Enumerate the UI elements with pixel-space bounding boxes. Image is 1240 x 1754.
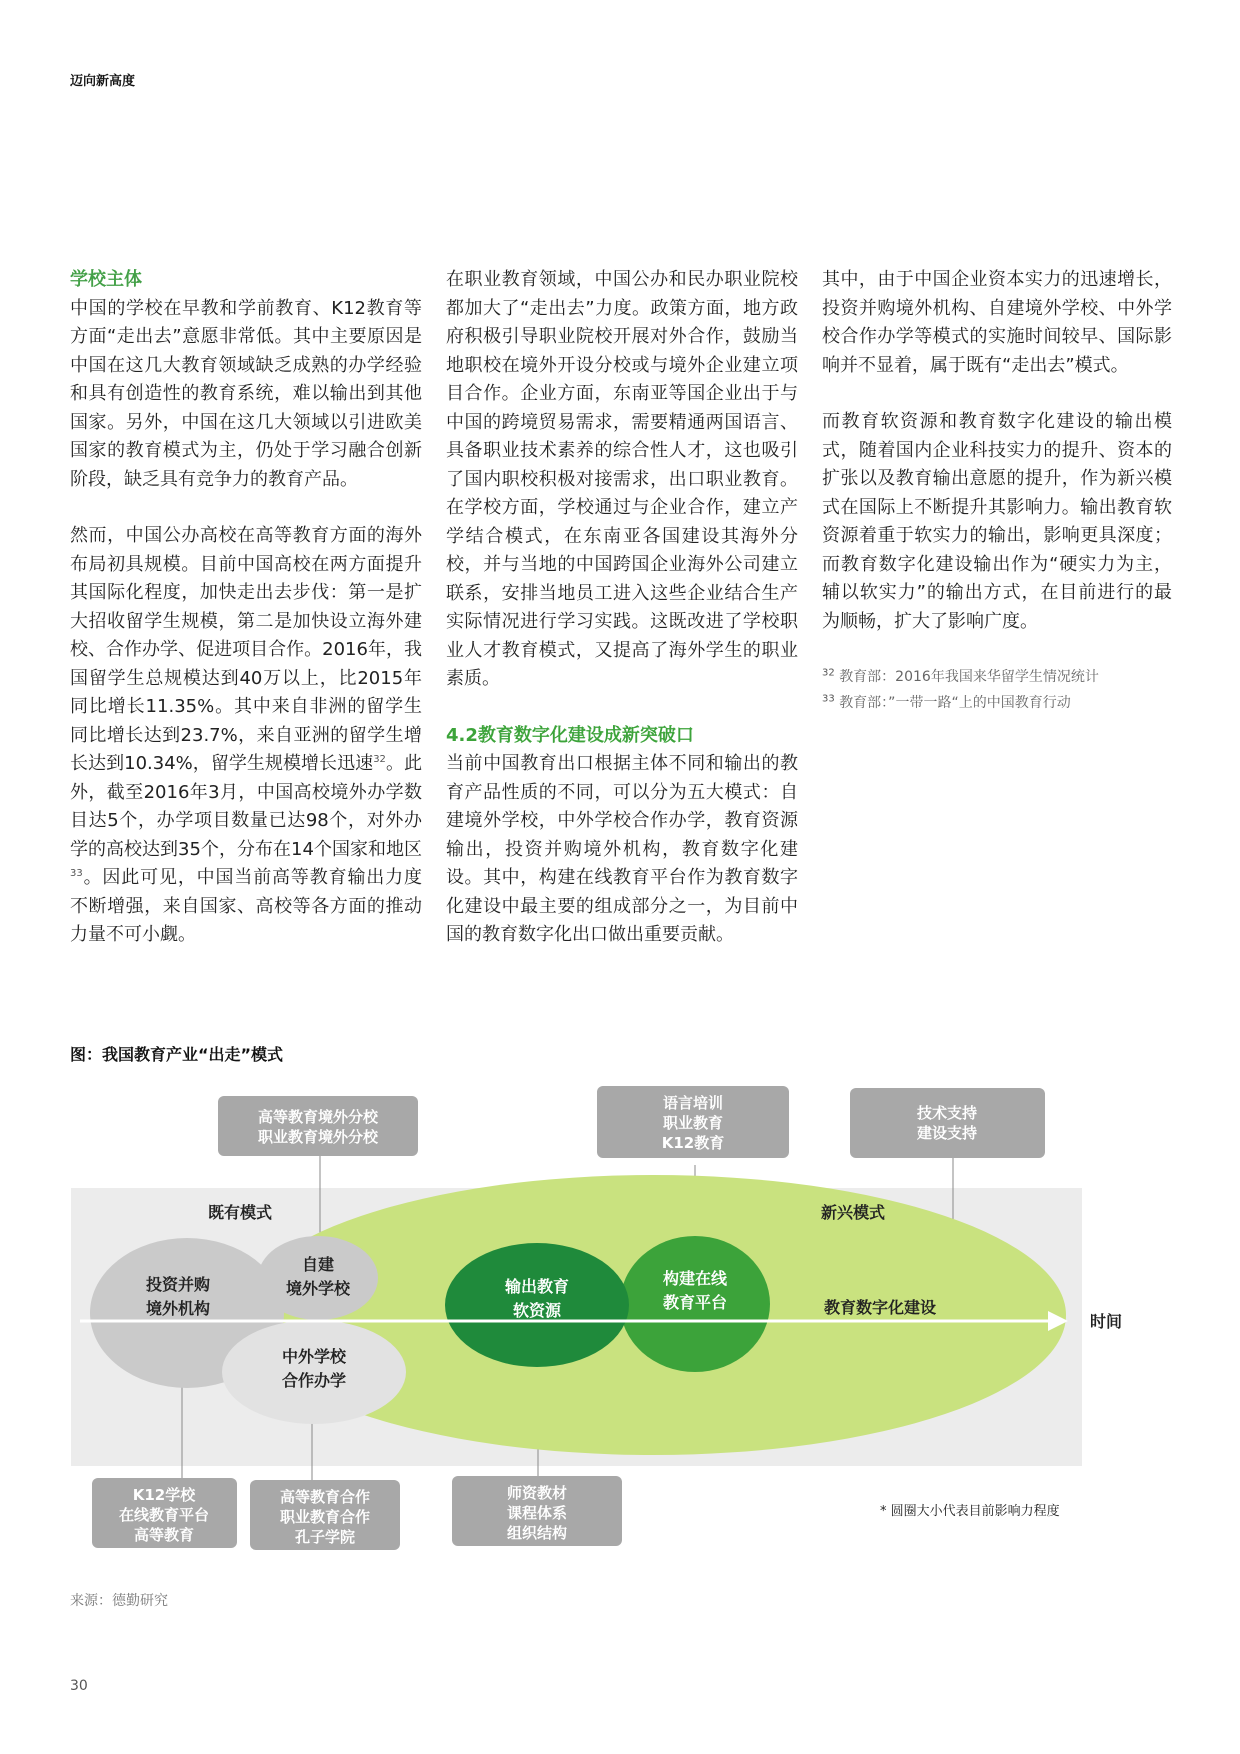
bottom-box-teaching [452, 1476, 622, 1546]
footnote-32: $^{32}$ 教育部：2016年我国来华留学生情况统计 [822, 667, 1099, 685]
section-heading-school: 学校主体 [70, 269, 142, 290]
top-box-higher-vocational [218, 1096, 418, 1156]
svg-text:建设支持: 建设支持 [916, 1124, 978, 1142]
label-time: 时间 [1090, 1312, 1123, 1331]
label-existing-mode: 既有模式 [207, 1203, 273, 1222]
label-invest-line1: 投资并购 [145, 1275, 211, 1294]
svg-text:技术支持: 技术支持 [916, 1104, 978, 1122]
svg-text:在线教育平台: 在线教育平台 [118, 1506, 210, 1524]
label-soft-line1: 输出教育 [504, 1277, 570, 1296]
footnote-ref-32: 32 [373, 754, 386, 765]
paragraph: 当前中国教育出口根据主体不同和输出的教育产品性质的不同，可以分为五大模式：自建境外学校，中外学校合作办学，教育资源输出，投资并购境外机构，教育数字化建设。其中，构建在线教育平台作为教育数字化建设中最主要的组成部分之一，为目前中国的教育数字化出口做出重要贡献。 [446, 753, 798, 945]
paragraph [70, 522, 422, 950]
running-header: 迈向新高度 [70, 74, 136, 89]
top-box-language-k12 [597, 1086, 789, 1158]
svg-text:高等教育境外分校: 高等教育境外分校 [257, 1108, 379, 1126]
paragraph: 中国的学校在早教和学前教育、K12教育等方面“走出去”意愿非常低。其中主要原因是中国在这几大教育领域缺乏成熟的办学经验和具有创造性的教育系统，难以输出到其他国家。另外，中国在这几大领域以引进欧美国家的教育模式为主，仍处于学习融合创新阶段，缺乏具有竞争力的教育产品。 [70, 297, 422, 490]
page-number: 30 [70, 1678, 88, 1694]
bottom-box-cooperation [250, 1480, 400, 1550]
figure-title: 图：我国教育产业“出走”模式 [70, 1045, 284, 1064]
footnote-33: $^{33}$ 教育部：”一带一路“上的中国教育行动 [822, 693, 1071, 711]
label-online-line1: 构建在线 [662, 1269, 728, 1288]
svg-text:职业教育: 职业教育 [662, 1114, 724, 1132]
label-soft-line2: 软资源 [512, 1301, 562, 1320]
top-box-tech-support [850, 1088, 1045, 1158]
paragraph-text: 。此外，截至2016年3月，中国高校境外办学数目达5个，办学项目数量已达98个，对外办学的高校达到35个，分布在14个国家和地区 [70, 753, 422, 860]
svg-text:高等教育合作: 高等教育合作 [279, 1488, 371, 1506]
text-column-1 [70, 266, 422, 978]
svg-text:高等教育: 高等教育 [133, 1526, 195, 1544]
paragraph-text: 然而，中国公办高校在高等教育方面的海外布局初具规模。目前中国高校在两方面提升其国际化程度，加快走出去步伐：第一是扩大招收留学生规模，第二是加快设立海外建校、合作办学、促进项目合作。2016年，我国留学生总规模达到40万以上，比2015年同比增长11.35%。其中来自非洲的留学生同比增长达到23.7%，来自亚洲的留学生增长达到10.34%，留学生规模增长迅速 [70, 525, 422, 774]
paragraph: 在职业教育领域，中国公办和民办职业院校都加大了“走出去”力度。政策方面，地方政府积极引导职业院校开展对外合作，鼓励当地职校在境外开设分校或与境外企业建立项目合作。企业方面，东南亚等国企业出于与中国的跨境贸易需求，需要精通两国语言、具备职业技术素养的综合性人才，这也吸引了国内职校积极对接需求，出口职业教育。在学校方面，学校通过与企业合作，建立产学结合模式，在东南亚各国建设其海外分校，并与当地的中国跨国企业海外公司建立联系，安排当地员工进入这些企业结合生产实际情况进行学习实践。这既改进了学校职业人才教育模式，又提高了海外学生的职业素质。 [446, 269, 798, 689]
bottom-box-k12 [92, 1478, 237, 1548]
paragraph: 其中，由于中国企业资本实力的迅速增长，投资并购境外机构、自建境外学校、中外学校合作办学等模式的实施时间较早、国际影响并不显着，属于既有“走出去”模式。 [822, 269, 1172, 376]
text-column-2 [446, 266, 798, 978]
svg-text:K12教育: K12教育 [661, 1134, 725, 1152]
education-export-diagram [0, 1080, 1240, 1580]
svg-text:孔子学院: 孔子学院 [294, 1528, 356, 1546]
source-note: 来源：德勤研究 [70, 1593, 168, 1609]
figure-note: * 圆圈大小代表目前影响力程度 [880, 1504, 1060, 1519]
footnotes [822, 664, 1172, 716]
label-digital: 教育数字化建设 [823, 1298, 937, 1317]
svg-text:师资教材: 师资教材 [506, 1484, 568, 1502]
text-column-3 [822, 266, 1172, 716]
ellipse-self-built [258, 1236, 378, 1320]
svg-text:课程体系: 课程体系 [506, 1504, 568, 1522]
paragraph: 而教育软资源和教育数字化建设的输出模式，随着国内企业科技实力的提升、资本的扩张以及教育输出意愿的提升，作为新兴模式在国际上不断提升其影响力。输出教育软资源着重于软实力的输出，影响更具深度；而教育数字化建设输出作为“硬实力为主，辅以软实力”的输出方式，在目前进行的最为顺畅，扩大了影响广度。 [822, 411, 1172, 632]
svg-text:职业教育合作: 职业教育合作 [279, 1508, 371, 1526]
footnote-ref-33: 33 [70, 868, 83, 879]
label-coop-line2: 合作办学 [281, 1371, 347, 1390]
label-emerging-mode: 新兴模式 [820, 1203, 886, 1222]
svg-text:语言培训: 语言培训 [662, 1094, 724, 1112]
label-coop-line1: 中外学校 [281, 1347, 347, 1366]
label-selfbuilt-line1: 自建 [301, 1255, 335, 1274]
section-heading-4-2: 4.2教育数字化建设成新突破口 [446, 724, 694, 746]
svg-text:职业教育境外分校: 职业教育境外分校 [257, 1128, 379, 1146]
label-online-line2: 教育平台 [662, 1293, 728, 1312]
paragraph-text: 。因此可见，中国当前高等教育输出力度不断增强，来自国家、高校等各方面的推动力量不可小觑。 [70, 867, 422, 945]
svg-text:组织结构: 组织结构 [506, 1524, 568, 1542]
label-invest-line2: 境外机构 [145, 1299, 211, 1318]
svg-text:K12学校: K12学校 [132, 1486, 196, 1504]
label-selfbuilt-line2: 境外学校 [285, 1279, 351, 1298]
